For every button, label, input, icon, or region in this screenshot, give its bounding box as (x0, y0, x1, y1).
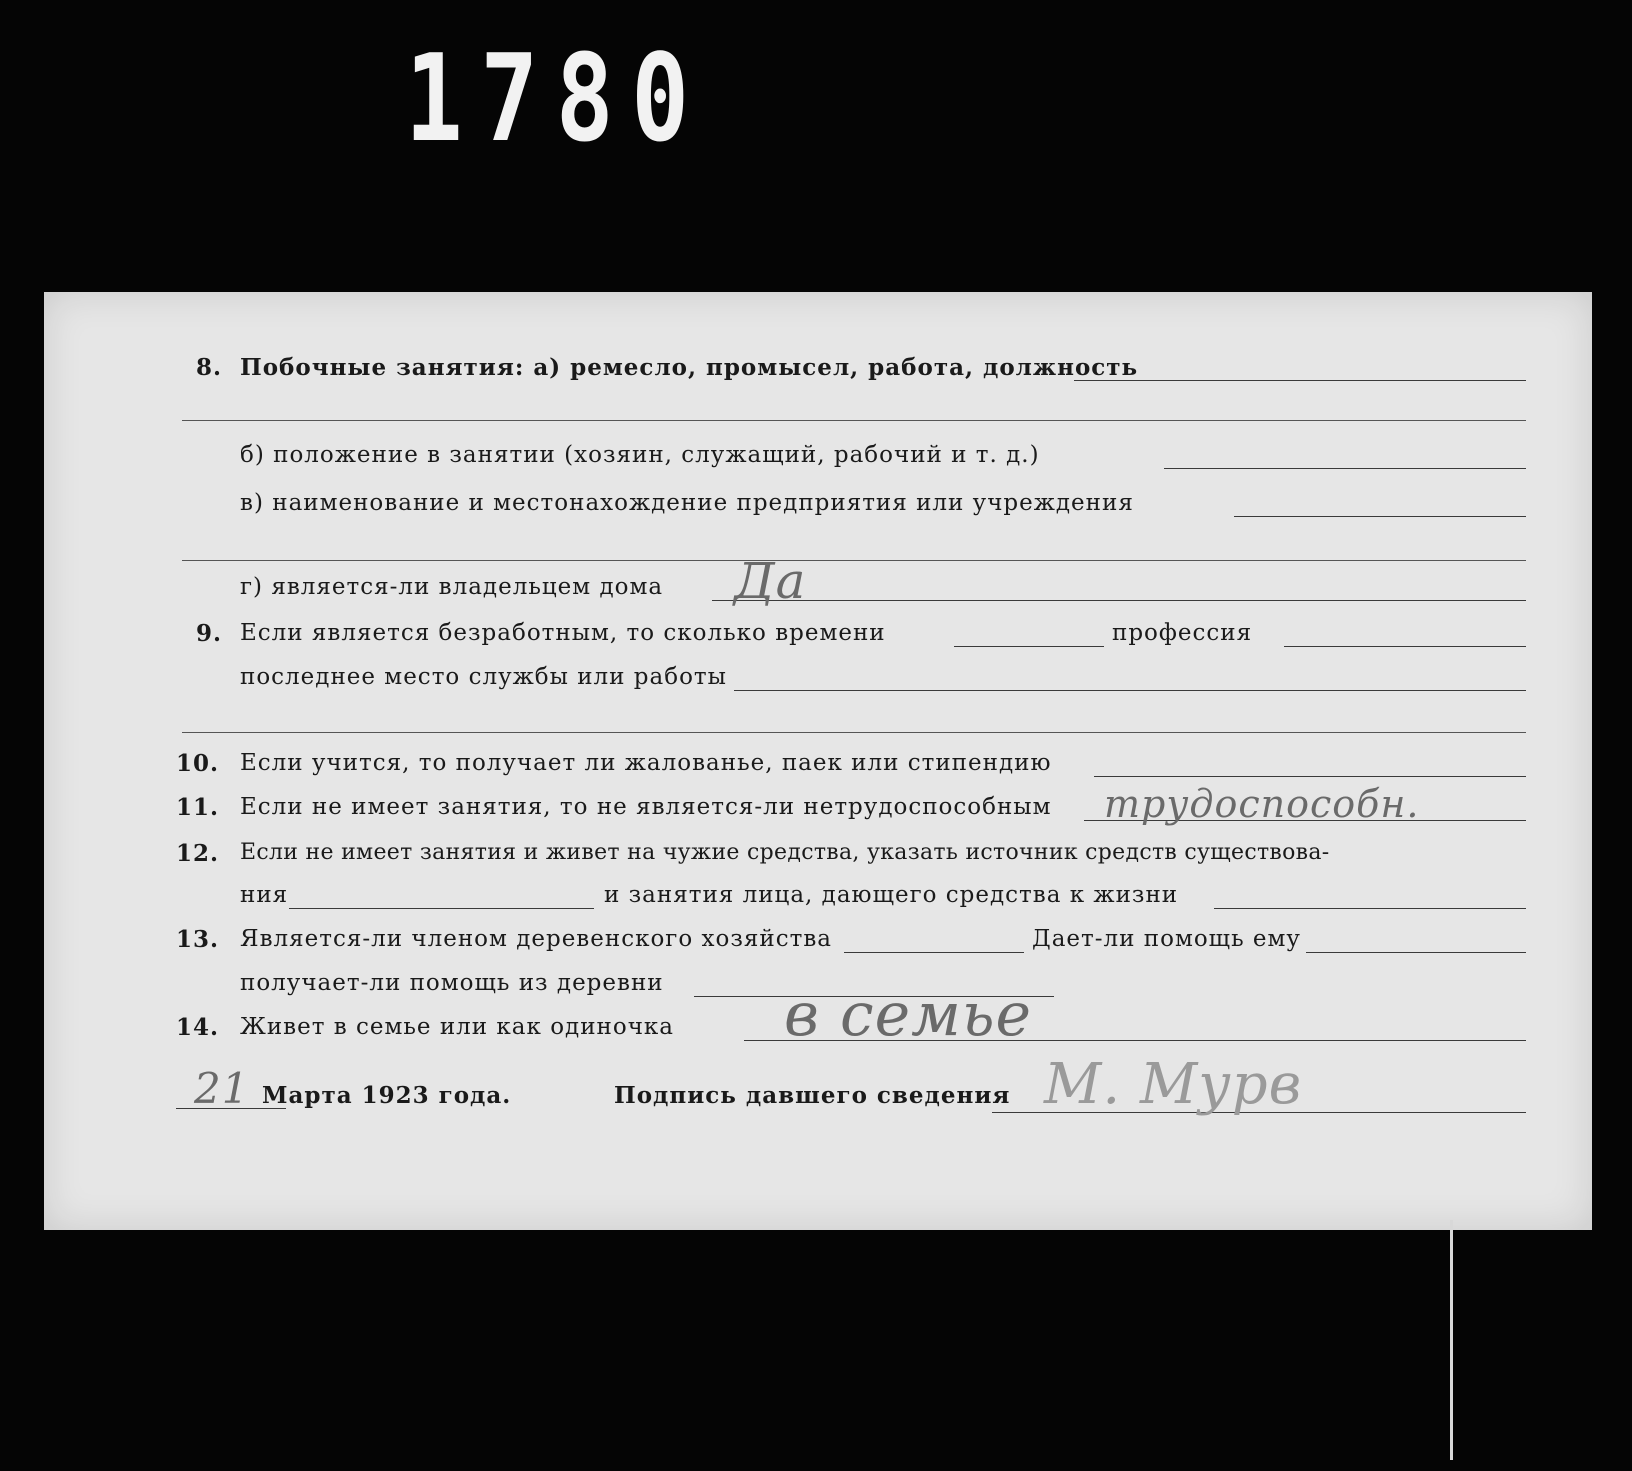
question-8-v (44, 490, 1592, 532)
answer-line (289, 908, 594, 909)
date-text: Марта 1923 года. (262, 1082, 512, 1109)
answer-line (734, 690, 1526, 691)
question-label: Побочные занятия: а) ремесло, промысел, работа, должность (240, 354, 1139, 381)
question-8-g (44, 552, 1592, 616)
question-number: 8. (196, 354, 223, 381)
answer-line (1284, 646, 1526, 647)
film-scratch (1450, 1220, 1453, 1460)
answer-line (712, 600, 1526, 601)
question-label: ния (240, 882, 289, 908)
question-label: Является-ли членом деревенского хозяйства (240, 926, 832, 952)
question-label: Если не имеет занятия, то не является-ли нетрудоспособным (240, 794, 1052, 820)
question-11 (44, 782, 1592, 836)
handwritten-answer: трудоспособн. (1104, 782, 1420, 826)
question-number: 12. (176, 840, 220, 867)
question-12-cont (44, 882, 1592, 924)
question-13 (44, 926, 1592, 968)
question-label: в) наименование и местонахождение предприятия или учреждения (240, 490, 1134, 516)
footer-date (44, 1052, 1592, 1124)
question-label: получает-ли помощь из деревни (240, 970, 664, 996)
question-label: Если не имеет занятия и живет на чужие средства, указать источник средств существова- (240, 840, 1330, 865)
answer-line (182, 420, 1526, 421)
question-label: профессия (1112, 620, 1253, 646)
question-number: 9. (196, 620, 223, 647)
answer-line (1164, 468, 1526, 469)
question-8-b (44, 442, 1592, 484)
answer-line (1306, 952, 1526, 953)
question-label: Дает-ли помощь ему (1032, 926, 1301, 952)
question-label: Если является безработным, то сколько времени (240, 620, 886, 646)
question-9-last-place (44, 664, 1592, 706)
handwritten-signature: М. Мурв (1044, 1052, 1303, 1117)
question-number: 13. (176, 926, 220, 953)
answer-line (954, 646, 1104, 647)
question-label: Если учится, то получает ли жалованье, паек или стипендию (240, 750, 1052, 776)
handwritten-answer: в семье (784, 980, 1033, 1050)
answer-line (1094, 776, 1526, 777)
answer-line (182, 732, 1526, 733)
signature-label: Подпись давшего сведения (614, 1082, 1011, 1109)
question-number: 10. (176, 750, 220, 777)
question-label: последнее место службы или работы (240, 664, 727, 690)
question-label: Живет в семье или как одиночка (240, 1014, 675, 1040)
question-8 (44, 354, 1592, 396)
question-number: 11. (176, 794, 220, 821)
question-label: г) является-ли владельцем дома (240, 574, 664, 600)
question-12 (44, 840, 1592, 882)
handwritten-answer: Да (734, 552, 807, 610)
question-9 (44, 620, 1592, 662)
answer-line (182, 560, 1526, 561)
answer-line (1074, 380, 1526, 381)
answer-line (844, 952, 1024, 953)
question-number: 14. (176, 1014, 220, 1041)
frame-number: 1780 (405, 30, 707, 169)
handwritten-day: 21 (194, 1064, 250, 1113)
answer-line (1214, 908, 1526, 909)
census-card (44, 292, 1592, 1230)
question-label: и занятия лица, дающего средства к жизни (604, 882, 1179, 908)
answer-line (1234, 516, 1526, 517)
question-label: б) положение в занятии (хозяин, служащий, рабочий и т. д.) (240, 442, 1040, 468)
